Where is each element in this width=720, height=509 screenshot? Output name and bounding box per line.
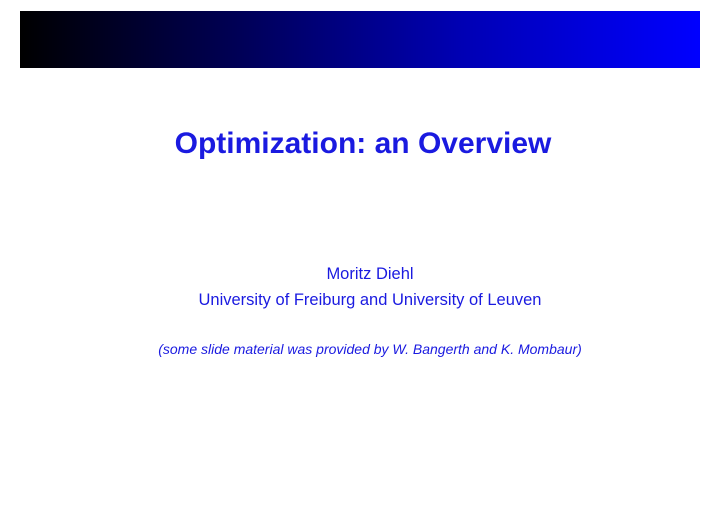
author-affiliation: University of Freiburg and University of Leuven: [198, 291, 542, 309]
acknowledgement-note: (some slide material was provided by W. Bangerth and K. Mombaur): [158, 341, 582, 357]
slide-title: Optimization: an Overview: [174, 127, 552, 160]
header-gradient-bar: [20, 11, 700, 68]
author-name: Moritz Diehl: [326, 265, 414, 283]
